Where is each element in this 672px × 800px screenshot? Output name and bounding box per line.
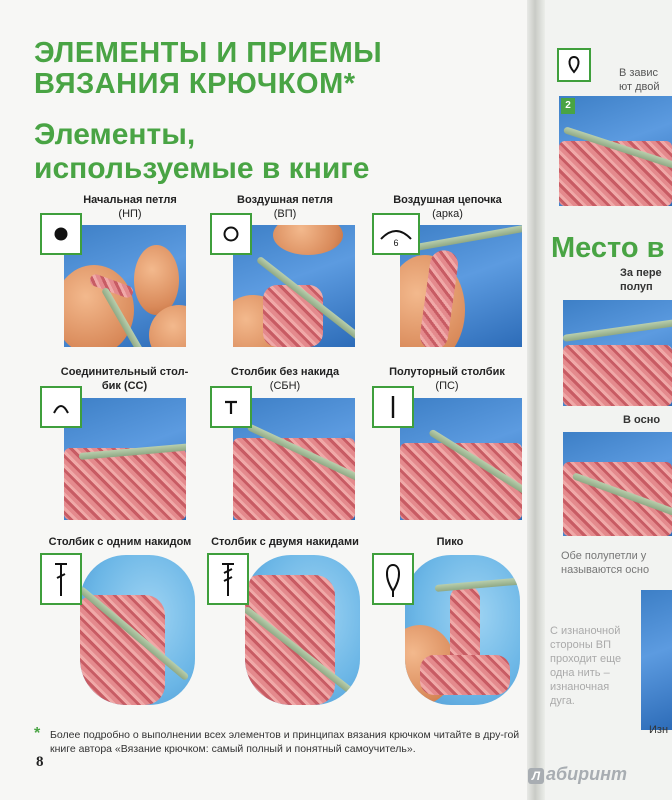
element-photo (245, 555, 360, 705)
watermark: Л абиринт (528, 764, 627, 785)
element-name: Воздушная цепочка (393, 194, 502, 206)
right-photo (563, 300, 672, 406)
element-photo (400, 398, 522, 520)
element-name: Пико (436, 536, 464, 548)
picot-icon (372, 553, 414, 605)
right-caption: В осно (623, 414, 661, 426)
right-photo (559, 96, 672, 206)
element-photo (405, 555, 520, 705)
page-number: 8 (36, 754, 44, 770)
right-caption: Обе полупетли у называются осно (561, 550, 650, 576)
single-crochet-icon (210, 386, 252, 428)
element-abbr: (ВП) (273, 208, 297, 220)
footnote-text: Более подробно о выполнении всех элементов и принципах вязания крючком читайте в дру-гой книге автора «Вязание крючком: самый полный и понятный самоучитель». (50, 729, 520, 755)
half-double-icon (372, 386, 414, 428)
right-caption: За пере полуп (620, 267, 662, 293)
step-badge: 2 (561, 98, 575, 114)
book-spine (527, 0, 545, 800)
element-photo (64, 398, 186, 520)
right-page (545, 0, 672, 800)
right-caption: С изнаночной стороны ВП проходит еще одна нить – изнаночная дуга. (550, 625, 622, 707)
svg-text:6: 6 (393, 238, 399, 248)
slip-stitch-icon (40, 386, 82, 428)
section-title: ЭЛЕМЕНТЫ И ПРИЕМЫ ВЯЗАНИЯ КРЮЧКОМ* (34, 37, 383, 100)
right-top-text: В завис ют двой (619, 67, 660, 93)
footnote-star: * (34, 725, 41, 742)
right-caption: Изн (649, 724, 669, 736)
element-abbr: бик (СС) (101, 380, 148, 392)
element-abbr: (арка) (432, 208, 463, 220)
element-name: Столбик с одним накидом (48, 536, 192, 548)
watermark-logo-icon: Л (528, 768, 544, 784)
circle-icon (210, 213, 252, 255)
element-name: Воздушная петля (237, 194, 333, 206)
dot-icon (40, 213, 82, 255)
element-name: Начальная петля (83, 194, 177, 206)
right-photo (641, 590, 672, 730)
treble-crochet-icon (207, 553, 249, 605)
double-crochet-icon (40, 553, 82, 605)
right-section-title: Место в (551, 232, 665, 264)
element-abbr: (ПС) (435, 380, 459, 392)
element-abbr: (НП) (118, 208, 142, 220)
element-name: Соединительный стол- (60, 366, 189, 378)
element-photo (80, 555, 195, 705)
element-name: Столбик без накида (230, 366, 340, 378)
element-name: Полуторный столбик (389, 366, 505, 378)
right-photo (563, 432, 672, 536)
picot-icon (557, 48, 591, 82)
element-photo (64, 225, 186, 347)
element-name: Столбик с двумя накидами (211, 536, 359, 548)
arc-icon (372, 213, 420, 255)
element-abbr: (СБН) (269, 380, 301, 392)
section-subtitle: Элементы, используемые в книге (34, 118, 370, 185)
